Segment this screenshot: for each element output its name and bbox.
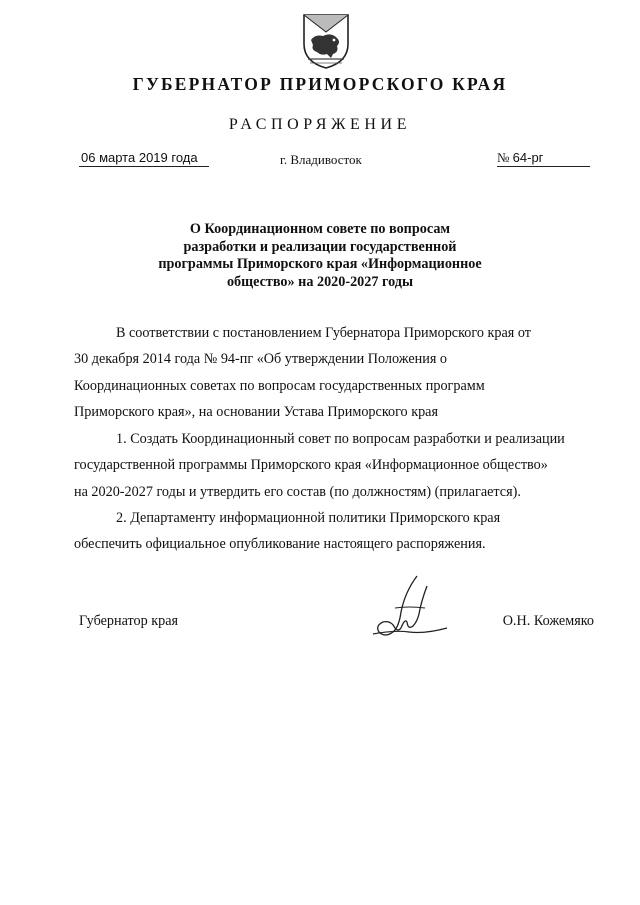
signatory-position: Губернатор края <box>79 613 179 629</box>
document-number <box>497 150 590 167</box>
clause-1 <box>74 426 595 505</box>
preamble-paragraph <box>74 320 595 426</box>
number-value: 64-рг <box>512 150 544 165</box>
subject-line: О Координационном совете по вопросам <box>189 221 451 237</box>
text-line: на 2020-2027 годы и утвердить его состав (по должностям) (прилагается). <box>74 483 521 500</box>
coat-of-arms-icon <box>301 12 351 70</box>
document-date: 06 марта 2019 года <box>79 150 209 167</box>
text-line: 30 декабря 2014 года № 94-пг «Об утверждении Положения о <box>74 351 447 368</box>
document-type: РАСПОРЯЖЕНИЕ <box>228 116 412 133</box>
text-line: Приморского края», на основании Устава Приморского края <box>74 404 439 421</box>
clause-2 <box>74 505 595 558</box>
signatory-name: О.Н. Кожемяко <box>502 613 594 629</box>
document-subject <box>120 221 520 291</box>
text-line: Координационных советах по вопросам государственных программ <box>74 377 485 394</box>
text-line: 2. Департаменту информационной политики Приморского края <box>116 510 501 526</box>
subject-line: разработки и реализации государственной <box>183 238 457 255</box>
signature-icon <box>365 572 450 647</box>
issuer-title: ГУБЕРНАТОР ПРИМОРСКОГО КРАЯ <box>132 74 508 94</box>
number-label: № <box>497 150 510 165</box>
text-line: 1. Создать Координационный совет по вопросам разработки и реализации <box>116 431 565 447</box>
subject-line: программы Приморского края «Информационное <box>158 256 482 273</box>
text-line: обеспечить официальное опубликование настоящего распоряжения. <box>74 536 486 553</box>
document-city: г. Владивосток <box>280 152 362 167</box>
text-line: В соответствии с постановлением Губернатора Приморского края от <box>116 325 531 341</box>
text-line: государственной программы Приморского края «Информационное общество» <box>74 457 548 474</box>
subject-line: общество» на 2020-2027 годы <box>226 273 414 290</box>
